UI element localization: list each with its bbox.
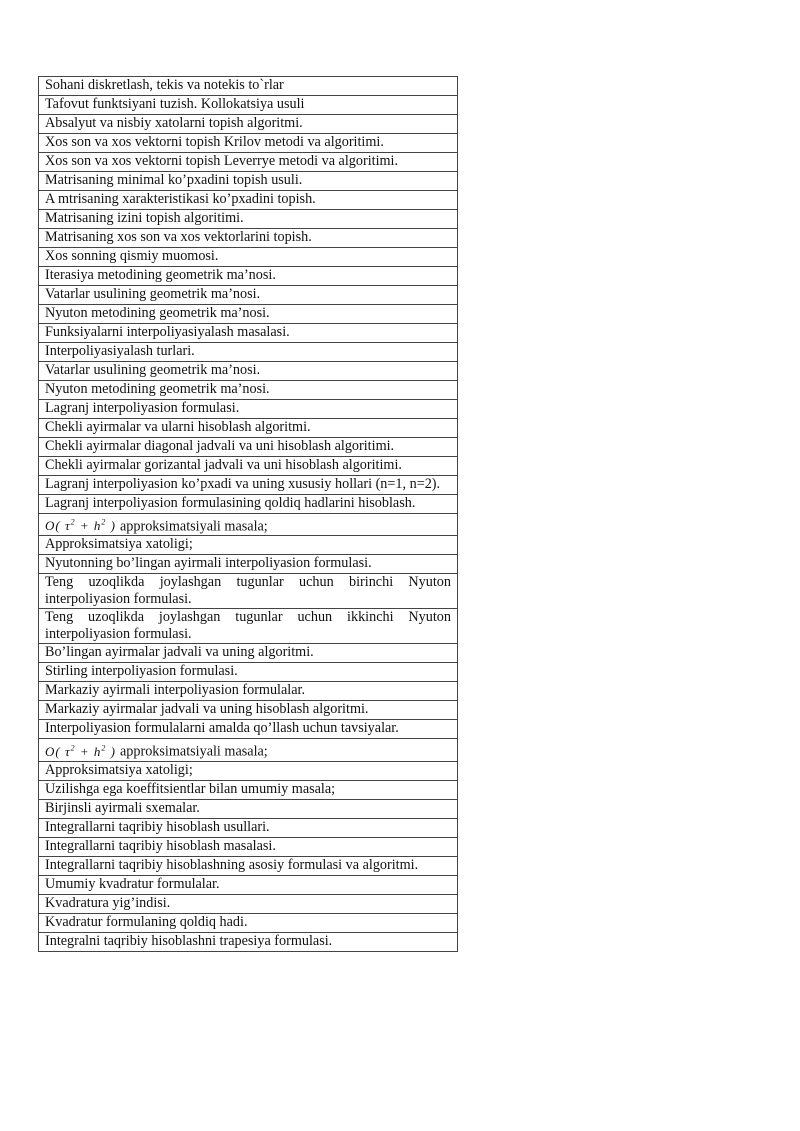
- formula-part: ): [106, 518, 116, 534]
- table-row: [39, 115, 458, 134]
- topic-cell: [39, 476, 458, 495]
- formula-part: 2: [101, 518, 107, 527]
- table-row: [39, 761, 458, 780]
- topic-cell: [39, 875, 458, 894]
- topic-cell: [39, 701, 458, 720]
- table-row: [39, 555, 458, 574]
- table-row: [39, 229, 458, 248]
- topic-cell: [39, 682, 458, 701]
- topic-text: Matrisaning xos son va xos vektorlarini topish.: [45, 229, 312, 245]
- table-row: [39, 913, 458, 932]
- topic-text: Absalyut va nisbiy xatolarni topish algoritmi.: [45, 115, 303, 131]
- topic-cell: [39, 720, 458, 739]
- formula-part: + h: [75, 743, 102, 759]
- topic-text: Chekli ayirmalar gorizantal jadvali va uni hisoblash algoritimi.: [45, 457, 402, 473]
- topic-cell: [39, 780, 458, 799]
- topic-cell: [39, 96, 458, 115]
- topic-cell: [39, 229, 458, 248]
- table-row: [39, 739, 458, 761]
- topic-text: Sohani diskretlash, tekis va notekis to`rlar: [45, 77, 284, 93]
- topic-cell: [39, 739, 458, 761]
- topic-text: Iterasiya metodining geometrik ma’nosi.: [45, 267, 276, 283]
- topic-cell: [39, 77, 458, 96]
- topic-text: Chekli ayirmalar va ularni hisoblash algoritmi.: [45, 419, 311, 435]
- topic-cell: [39, 153, 458, 172]
- topic-cell: [39, 248, 458, 267]
- topic-text: Interpoliyasiyalash turlari.: [45, 343, 195, 359]
- topic-text: Integrallarni taqribiy hisoblashning asosiy formulasi va algoritmi.: [45, 856, 419, 873]
- formula-part: O( τ: [45, 518, 71, 534]
- topic-cell: [39, 267, 458, 286]
- topic-text: Markaziy ayirmalar jadvali va uning hisoblash algoritmi.: [45, 701, 369, 718]
- topics-table: [38, 76, 458, 952]
- topic-cell: [39, 663, 458, 682]
- topic-cell: [39, 609, 458, 644]
- topic-text: Matrisaning izini topish algoritimi.: [45, 210, 244, 226]
- table-row: [39, 799, 458, 818]
- topic-text: Approksimatsiya xatoligi;: [45, 536, 193, 553]
- topic-text: Tafovut funktsiyani tuzish. Kollokatsiya usuli: [45, 96, 305, 112]
- topic-text: Integrallarni taqribiy hisoblash masalasi.: [45, 837, 276, 854]
- table-row: [39, 457, 458, 476]
- table-row: [39, 875, 458, 894]
- table-row: [39, 720, 458, 739]
- topic-cell: [39, 913, 458, 932]
- topic-cell: [39, 191, 458, 210]
- topic-cell: [39, 305, 458, 324]
- topic-cell: [39, 932, 458, 951]
- table-row: [39, 476, 458, 495]
- topics-table-body: [39, 77, 458, 952]
- topic-cell: [39, 457, 458, 476]
- topic-text: Xos son va xos vektorni topish Leverrye metodi va algoritimi.: [45, 153, 399, 169]
- topic-cell: [39, 438, 458, 457]
- topic-text: Matrisaning minimal ko’pxadini topish usuli.: [45, 172, 303, 188]
- table-row: [39, 96, 458, 115]
- topic-text: approksimatsiyali masala;: [120, 743, 268, 760]
- table-row: [39, 856, 458, 875]
- math-formula: [45, 518, 116, 533]
- topic-text: Interpoliyasion formulalarni amalda qo’llash uchun tavsiyalar.: [45, 720, 399, 737]
- topic-text: Teng uzoqlikda joylashgan tugunlar uchun birinchi Nyuton interpoliyasion formulasi.: [45, 574, 451, 608]
- topic-text: Chekli ayirmalar diagonal jadvali va uni hisoblash algoritimi.: [45, 438, 395, 454]
- table-row: [39, 210, 458, 229]
- topic-cell: [39, 574, 458, 609]
- topic-text: Nyuton metodining geometrik ma’nosi.: [45, 305, 270, 321]
- topic-cell: [39, 644, 458, 663]
- topic-cell: [39, 514, 458, 536]
- table-row: [39, 267, 458, 286]
- topic-cell: [39, 495, 458, 514]
- table-row: [39, 191, 458, 210]
- table-row: [39, 837, 458, 856]
- table-row: [39, 419, 458, 438]
- topic-text: Lagranj interpoliyasion ko’pxadi va uning xususiy hollari (n=1, n=2).: [45, 476, 441, 492]
- topic-text: Integralni taqribiy hisoblashni trapesiya formulasi.: [45, 932, 333, 949]
- topic-text: Funksiyalarni interpoliyasiyalash masalasi.: [45, 324, 290, 340]
- formula-part: O( τ: [45, 743, 71, 759]
- topic-text: Kvadratura yig’indisi.: [45, 894, 171, 911]
- topic-text: A mtrisaning xarakteristikasi ko’pxadini topish.: [45, 191, 316, 207]
- topic-cell: [39, 381, 458, 400]
- table-row: [39, 932, 458, 951]
- topic-text: Vatarlar usulining geometrik ma’nosi.: [45, 362, 261, 378]
- table-row: [39, 438, 458, 457]
- topic-cell: [39, 818, 458, 837]
- topic-text: Xos sonning qismiy muomosi.: [45, 248, 219, 264]
- topic-cell: [39, 400, 458, 419]
- table-row: [39, 663, 458, 682]
- topic-text: Bo’lingan ayirmalar jadvali va uning algoritmi.: [45, 644, 314, 661]
- table-row: [39, 400, 458, 419]
- table-row: [39, 609, 458, 644]
- table-row: [39, 286, 458, 305]
- table-row: [39, 343, 458, 362]
- table-row: [39, 780, 458, 799]
- formula-part: 2: [70, 518, 76, 527]
- topic-text: Umumiy kvadratur formulalar.: [45, 875, 220, 892]
- topic-text: Markaziy ayirmali interpoliyasion formulalar.: [45, 682, 306, 699]
- table-row: [39, 324, 458, 343]
- topic-cell: [39, 837, 458, 856]
- table-row: [39, 574, 458, 609]
- topic-cell: [39, 799, 458, 818]
- math-formula: [45, 744, 116, 759]
- topic-cell: [39, 286, 458, 305]
- table-row: [39, 682, 458, 701]
- topic-cell: [39, 343, 458, 362]
- formula-part: + h: [75, 518, 102, 534]
- topic-cell: [39, 536, 458, 555]
- topic-text: Lagranj interpoliyasion formulasi.: [45, 400, 240, 416]
- topic-text: Uzilishga ega koeffitsientlar bilan umumiy masala;: [45, 780, 336, 797]
- topic-text: approksimatsiyali masala;: [120, 518, 268, 535]
- topic-text: Nyuton metodining geometrik ma’nosi.: [45, 381, 270, 397]
- formula-part: 2: [70, 743, 76, 753]
- topic-cell: [39, 134, 458, 153]
- table-row: [39, 536, 458, 555]
- table-row: [39, 362, 458, 381]
- topic-cell: [39, 419, 458, 438]
- table-row: [39, 381, 458, 400]
- topic-cell: [39, 555, 458, 574]
- topic-cell: [39, 210, 458, 229]
- topic-text: Teng uzoqlikda joylashgan tugunlar uchun ikkinchi Nyuton interpoliyasion formulasi.: [45, 609, 451, 643]
- table-row: [39, 305, 458, 324]
- table-row: [39, 248, 458, 267]
- topic-text: Kvadratur formulaning qoldiq hadi.: [45, 913, 248, 930]
- formula-part: 2: [101, 743, 107, 753]
- topic-text: Stirling interpoliyasion formulasi.: [45, 663, 238, 680]
- table-row: [39, 701, 458, 720]
- topic-text: Vatarlar usulining geometrik ma’nosi.: [45, 286, 261, 302]
- table-row: [39, 172, 458, 191]
- topic-cell: [39, 362, 458, 381]
- table-row: [39, 894, 458, 913]
- topic-text: Nyutonning bo’lingan ayirmali interpoliyasion formulasi.: [45, 555, 372, 572]
- formula-part: ): [106, 743, 116, 759]
- topic-cell: [39, 324, 458, 343]
- topic-text: Birjinsli ayirmali sxemalar.: [45, 799, 200, 816]
- topic-text: Lagranj interpoliyasion formulasining qoldiq hadlarini hisoblash.: [45, 495, 416, 511]
- topic-cell: [39, 856, 458, 875]
- table-row: [39, 77, 458, 96]
- topic-cell: [39, 172, 458, 191]
- table-row: [39, 818, 458, 837]
- table-row: [39, 514, 458, 536]
- topic-text: Integrallarni taqribiy hisoblash usullari.: [45, 818, 270, 835]
- table-row: [39, 134, 458, 153]
- topic-cell: [39, 894, 458, 913]
- table-row: [39, 153, 458, 172]
- topic-text: Xos son va xos vektorni topish Krilov metodi va algoritimi.: [45, 134, 384, 150]
- table-row: [39, 644, 458, 663]
- topic-cell: [39, 761, 458, 780]
- topic-cell: [39, 115, 458, 134]
- topic-text: Approksimatsiya xatoligi;: [45, 761, 193, 778]
- table-row: [39, 495, 458, 514]
